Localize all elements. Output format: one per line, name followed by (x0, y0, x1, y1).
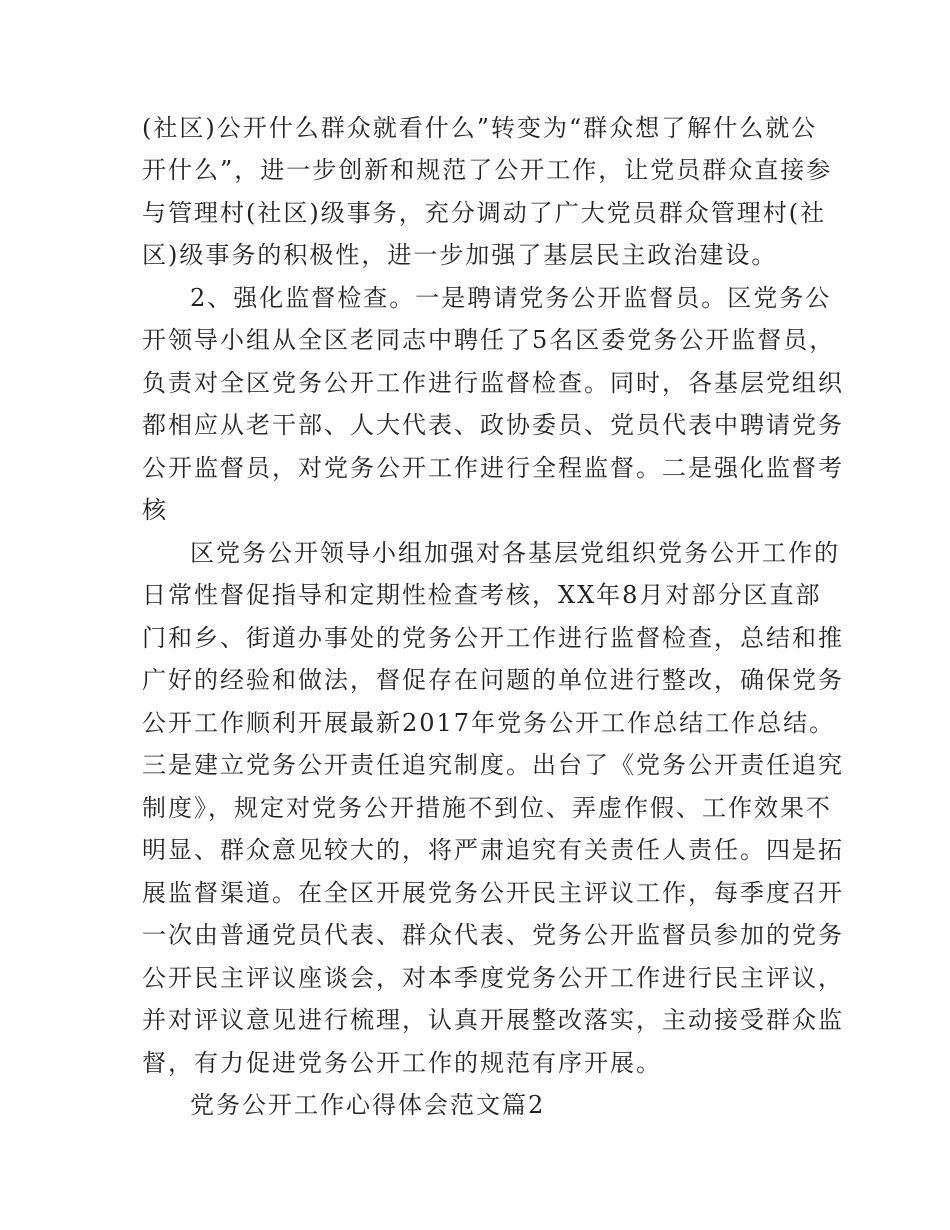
text-line: 公开民主评议座谈会，对本季度党务公开工作进行民主评议， (142, 964, 844, 992)
text-line: 门和乡、街道办事处的党务公开工作进行监督检查，总结和推 (142, 624, 844, 652)
text-line: 展监督渠道。在全区开展党务公开民主评议工作，每季度召开 (142, 879, 844, 907)
text-line: 并对评议意见进行梳理，认真开展整改落实，主动接受群众监 (142, 1006, 844, 1034)
text-line: 与管理村(社区)级事务，充分调动了广大党员群众管理村(社 (142, 199, 827, 227)
text-line: 广好的经验和做法，督促存在问题的单位进行整改，确保党务 (142, 666, 844, 694)
text-line: 区党务公开领导小组加强对各基层党组织党务公开工作的 (190, 539, 840, 567)
text-line: 开什么”，进一步创新和规范了公开工作，让党员群众直接参 (142, 156, 833, 184)
text-line: 都相应从老干部、人大代表、政协委员、党员代表中聘请党务 (142, 411, 844, 439)
text-line: 2、强化监督检查。一是聘请党务公开监督员。区党务公 (190, 284, 832, 312)
text-line: 开领导小组从全区老同志中聘任了5名区委党务公开监督员， (142, 326, 836, 354)
text-line: 负责对全区党务公开工作进行监督检查。同时，各基层党组织 (142, 369, 844, 397)
text-line: 制度》，规定对党务公开措施不到位、弄虚作假、工作效果不 (142, 794, 832, 822)
text-line: 三是建立党务公开责任追究制度。出台了《党务公开责任追究 (142, 751, 844, 779)
text-line: 公开工作顺利开展最新2017年党务公开工作总结工作总结。 (142, 709, 836, 737)
text-line: 一次由普通党员代表、群众代表、党务公开监督员参加的党务 (142, 921, 844, 949)
text-line: 公开监督员，对党务公开工作进行全程监督。二是强化监督考 (142, 454, 844, 482)
text-line: (社区)公开什么群众就看什么”转变为“群众想了解什么就公 (142, 114, 818, 142)
text-line: 日常性督促指导和定期性检查考核，XX年8月对部分区直部 (142, 581, 822, 609)
text-line: 区)级事务的积极性，进一步加强了基层民主政治建设。 (142, 241, 778, 269)
text-line: 督，有力促进党务公开工作的规范有序开展。 (142, 1049, 662, 1077)
section-heading: 党务公开工作心得体会范文篇2 (190, 1091, 546, 1119)
text-line: 明显、群众意见较大的，将严肃追究有关责任人责任。四是拓 (142, 836, 844, 864)
text-line: 核 (142, 496, 168, 524)
